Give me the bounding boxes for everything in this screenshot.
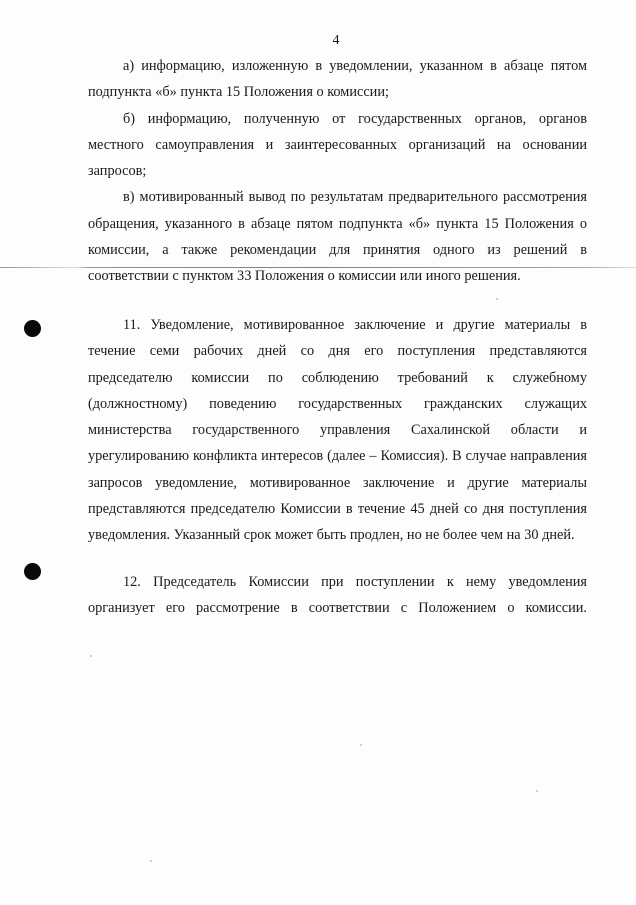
list-item-c: в) мотивированный вывод по результатам предварительного рассмотрения обращения, указанного в абзаце пятом подпункта «б» пункта 15 Положения о комиссии, а также рекомендации для принятия одного из решений в соответствии с пунктом 33 Положения о комиссии или иного решения. [88, 189, 587, 285]
paragraph-11: 11. Уведомление, мотивированное заключение и другие материалы в течение семи рабочих дней со дня его поступления представляются председателю комиссии по соблюдению требований к служебному (должностному) поведению государственных гражданских служащих министерства государственного управления Сахалинской области и урегулированию конфликта интересов (далее – Комиссия). В случае направления запросов уведомление, мотивированное заключение и другие материалы представляются председателю Комиссии в течение 45 дней со дня поступления уведомления. Указанный срок может быть продлен, но не более чем на 30 дней. [88, 317, 587, 544]
scan-speck [150, 860, 152, 862]
scan-artifact-line [0, 267, 636, 268]
punch-hole [24, 320, 41, 337]
scan-speck [496, 298, 498, 300]
list-section [88, 53, 587, 290]
page-number: 4 [332, 33, 340, 48]
scan-speck [90, 655, 92, 657]
scan-speck [536, 790, 538, 792]
section-12 [88, 569, 587, 622]
section-11 [88, 312, 587, 549]
scan-speck [360, 744, 362, 746]
list-item-a: а) информацию, изложенную в уведомлении, указанном в абзаце пятом подпункта «б» пункта 15 Положения о комиссии; [88, 58, 587, 101]
list-item-b: б) информацию, полученную от государственных органов, органов местного самоуправления и заинтересованных организаций на основании запросов; [88, 110, 587, 180]
punch-hole [24, 563, 41, 580]
paragraph-12: 12. Председатель Комиссии при поступлении к нему уведомления организует его рассмотрение в соответствии с Положением о комиссии. [88, 574, 587, 617]
scan-speck [240, 356, 242, 358]
